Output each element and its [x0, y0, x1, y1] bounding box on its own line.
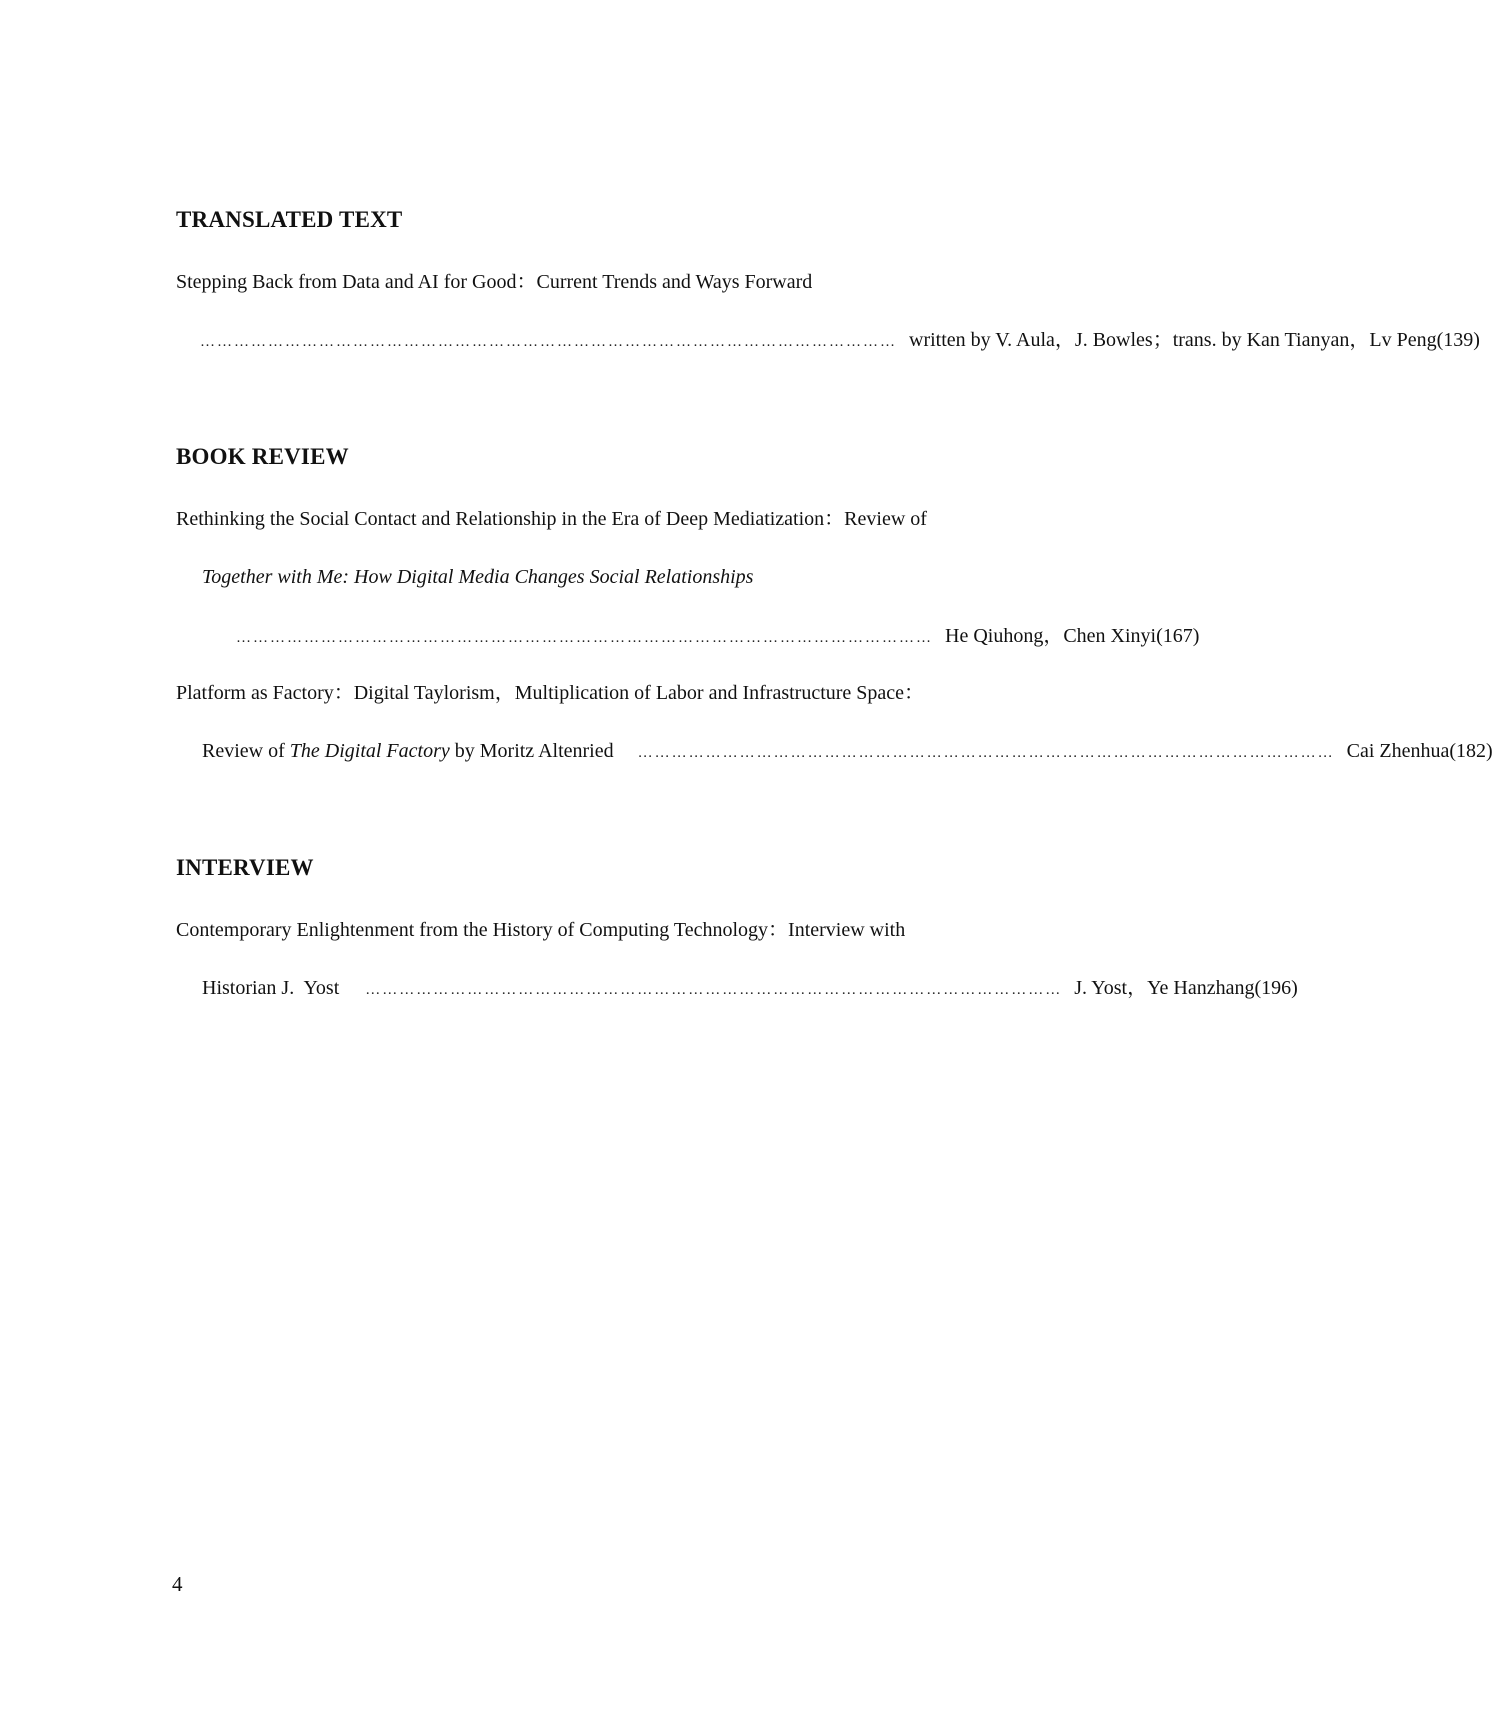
toc-entry-leader-row[interactable]	[200, 328, 1480, 354]
section-heading-interview: INTERVIEW	[176, 855, 314, 880]
dot-leader: ……………………………………………………………………………………………………………	[637, 745, 1335, 761]
toc-entry-title[interactable]: Platform as Factory：Digital Taylorism，Multiplication of Labor and Infrastructure Space：	[176, 682, 925, 704]
dot-leader: ……………………………………………………………………………………………………………	[365, 982, 1063, 998]
toc-entry-leader-row[interactable]	[236, 624, 1200, 650]
toc-entry-title[interactable]: Contemporary Enlightenment from the History of Computing Technology：Interview with	[176, 919, 906, 941]
toc-entry-book-title[interactable]: Together with Me: How Digital Media Changes Social Relationships	[202, 566, 754, 588]
toc-entry-title-suffix: by Moritz Altenried	[449, 740, 614, 762]
toc-entry-authors: He Qiuhong，Chen Xinyi	[945, 625, 1157, 647]
section-heading-book-review: BOOK REVIEW	[176, 444, 349, 469]
toc-entry-authors: written by V. Aula，J. Bowles；trans. by Kan Tianyan，Lv Peng	[909, 329, 1437, 351]
toc-entry-leader-row[interactable]	[202, 976, 1298, 1002]
toc-entry-authors: Cai Zhenhua	[1346, 740, 1450, 762]
dot-leader: ……………………………………………………………………………………………………………	[200, 334, 897, 350]
toc-entry-page: (139)	[1436, 329, 1480, 351]
toc-entry-book-title: The Digital Factory	[289, 740, 450, 762]
toc-entry-title-line2: Historian J. Yost	[202, 977, 340, 999]
toc-entry-title-prefix: Review of	[202, 740, 290, 762]
toc-entry-page: (196)	[1254, 977, 1298, 999]
toc-entry-title[interactable]: Stepping Back from Data and AI for Good：Current Trends and Ways Forward	[176, 271, 813, 293]
toc-entry-page: (167)	[1156, 625, 1200, 647]
page-number: 4	[172, 1572, 183, 1596]
section-heading-translated-text: TRANSLATED TEXT	[176, 207, 403, 232]
toc-entry-leader-row[interactable]	[202, 739, 1493, 765]
toc-entry-title[interactable]: Rethinking the Social Contact and Relationship in the Era of Deep Mediatization：Review of	[176, 508, 927, 530]
toc-entry-authors: J. Yost，Ye Hanzhang	[1074, 977, 1255, 999]
dot-leader: ……………………………………………………………………………………………………………	[236, 630, 933, 646]
toc-entry-page: (182)	[1449, 740, 1493, 762]
